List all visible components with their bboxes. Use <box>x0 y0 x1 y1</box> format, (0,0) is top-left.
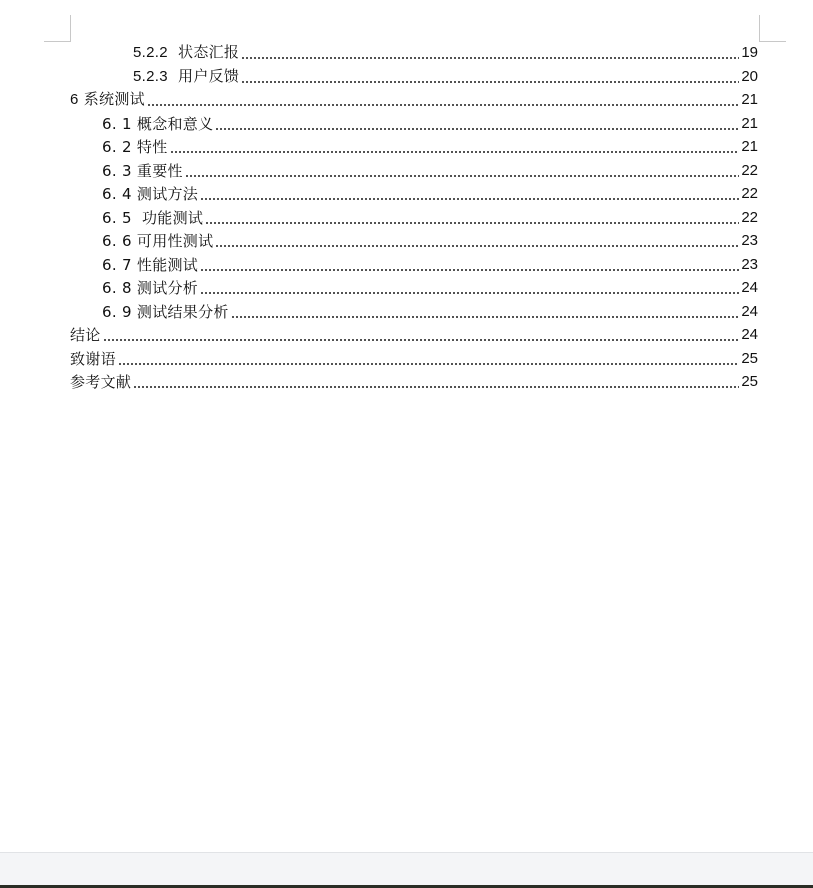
toc-entry[interactable] <box>133 65 758 88</box>
toc-entry[interactable] <box>102 229 758 252</box>
toc-entry-title: 状态汇报 <box>178 43 240 61</box>
toc-entry-page: 20 <box>741 67 758 85</box>
toc-entry-page: 21 <box>741 138 758 155</box>
dot-leader <box>147 89 739 111</box>
toc-entry-page: 24 <box>741 279 758 296</box>
toc-entry-page: 22 <box>741 185 758 202</box>
toc-entry[interactable] <box>133 41 758 64</box>
toc-entry-title: 特性 <box>136 138 168 156</box>
dot-leader <box>103 324 740 346</box>
dot-leader <box>133 371 739 393</box>
toc-entry-title: 测试分析 <box>136 279 199 297</box>
toc-entry-number: 5.2.3 <box>133 67 168 85</box>
toc-entry-page: 24 <box>741 302 758 320</box>
toc-entry-number: 6. 6 <box>102 232 132 250</box>
dot-leader <box>170 136 740 158</box>
toc-entry-page: 25 <box>741 373 758 390</box>
toc-entry-number: 6. 2 <box>102 138 132 156</box>
dot-leader <box>215 113 739 135</box>
toc-entry[interactable] <box>102 253 758 276</box>
toc-entry[interactable] <box>70 323 758 346</box>
status-bar <box>0 852 813 886</box>
toc-entry-number: 6. 7 <box>102 255 132 274</box>
toc-entry-title: 结论 <box>70 326 101 344</box>
top-left-margin-mark <box>44 15 71 42</box>
toc-entry-page: 21 <box>741 114 758 132</box>
toc-entry-title: 系统测试 <box>83 90 145 108</box>
toc-entry[interactable] <box>70 88 758 111</box>
toc-entry-number: 6. 5 <box>102 208 137 227</box>
dot-leader <box>200 183 739 205</box>
toc-entry-page: 23 <box>741 255 758 273</box>
toc-entry[interactable] <box>70 370 758 393</box>
toc-entry-page: 22 <box>741 208 758 226</box>
toc-entry-page: 23 <box>741 232 758 249</box>
toc-entry-title: 参考文献 <box>70 373 132 391</box>
toc-entry-page: 24 <box>741 326 758 343</box>
toc-entry-number: 6. 1 <box>102 114 132 133</box>
toc-entry-title: 测试结果分析 <box>136 302 229 321</box>
dot-leader <box>241 66 739 88</box>
top-right-margin-mark <box>759 15 786 42</box>
dot-leader <box>200 254 739 276</box>
toc-entry-number: 6 <box>70 91 79 108</box>
toc-entry[interactable] <box>102 300 758 323</box>
toc-entry-title: 概念和意义 <box>136 114 214 133</box>
toc-entry[interactable] <box>102 206 758 229</box>
toc-entry-page: 25 <box>741 349 758 367</box>
dot-leader <box>231 301 740 323</box>
toc-entry-number: 5.2.2 <box>133 44 168 61</box>
toc-entry[interactable] <box>102 159 758 182</box>
toc-entry-title: 重要性 <box>136 161 183 180</box>
toc-entry-page: 22 <box>741 161 758 179</box>
toc-entry-number: 6. 9 <box>102 302 132 321</box>
toc-entry[interactable] <box>102 135 758 158</box>
toc-entry-title: 功能测试 <box>141 208 204 227</box>
toc-entry-title: 致谢语 <box>70 349 116 368</box>
toc-entry[interactable] <box>70 347 758 370</box>
toc-entry-title: 可用性测试 <box>136 232 214 250</box>
toc-entry[interactable] <box>102 276 758 299</box>
dot-leader <box>200 277 739 299</box>
dot-leader <box>205 207 739 229</box>
toc-entry-title: 用户反馈 <box>178 66 240 85</box>
toc-entry[interactable] <box>102 182 758 205</box>
dot-leader <box>185 160 740 182</box>
toc-entry-title: 测试方法 <box>136 185 199 203</box>
dot-leader <box>215 230 739 252</box>
dot-leader <box>118 348 739 370</box>
toc-entry[interactable] <box>102 112 758 135</box>
toc-entry-number: 6. 3 <box>102 161 132 180</box>
toc-entry-page: 19 <box>741 44 758 61</box>
toc-entry-page: 21 <box>741 91 758 108</box>
toc-entry-title: 性能测试 <box>136 255 199 274</box>
toc-entry-number: 6. 4 <box>102 185 132 203</box>
toc-entry-number: 6. 8 <box>102 279 132 297</box>
dot-leader <box>241 42 739 64</box>
